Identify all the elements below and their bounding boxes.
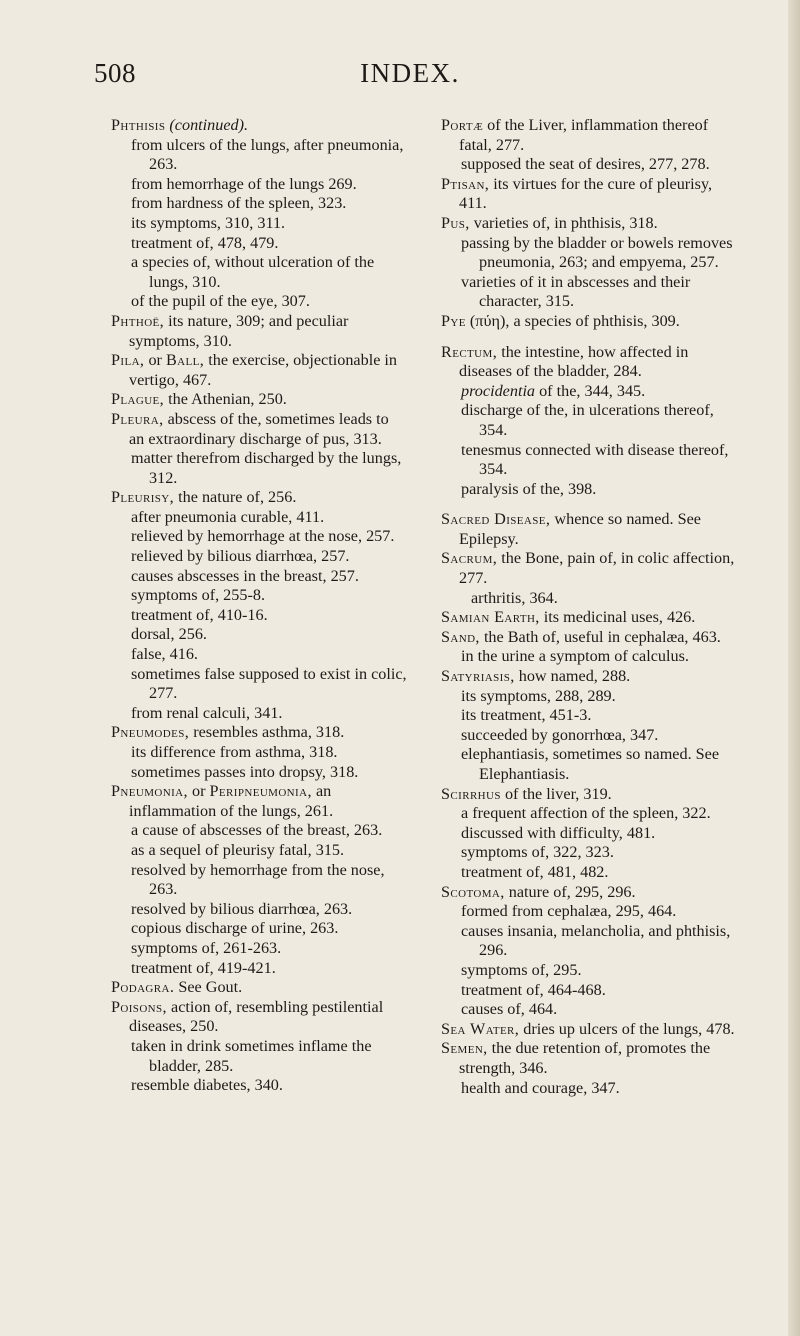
headword: Portæ [441, 116, 484, 134]
headword: Semen, [441, 1039, 488, 1058]
sub-entry: resemble diabetes, 340. [131, 1076, 283, 1095]
index-entry [111, 116, 407, 312]
entry-text: whence so named. See Epilepsy. [459, 510, 701, 548]
headword: Sacrum, [441, 549, 498, 568]
entry-text: or [148, 351, 162, 370]
entry-heading [111, 782, 407, 821]
sub-entry: succeeded by gonorrhœa, 347. [461, 725, 659, 744]
entry-heading [111, 998, 407, 1037]
entry-text: its medicinal uses, 426. [543, 608, 696, 627]
entry-text: (πύη), a species of phthisis, 309. [469, 311, 680, 330]
sub-entry: from hardness of the spleen, 323. [131, 194, 347, 213]
sub-entry: health and courage, 347. [461, 1078, 620, 1097]
sub-entry: after pneumonia curable, 411. [131, 507, 325, 526]
sub-entry: symptoms of, 261-263. [131, 938, 282, 957]
entry-text: an inflammation of the lungs, 261. [129, 782, 334, 820]
entry-heading [111, 351, 407, 390]
headword: Poisons, [111, 997, 167, 1016]
entry-heading [111, 312, 407, 351]
entry-text: the Athenian, 250. [168, 390, 287, 409]
sub-entry: treatment of, 410-16. [131, 605, 268, 624]
index-entry [441, 312, 737, 332]
sub-entry: tenesmus connected with disease thereof, 354. [461, 440, 729, 479]
headword: Sand, [441, 627, 480, 646]
index-entry [111, 390, 407, 410]
sub-entry: resolved by bilious diarrhœa, 263. [131, 899, 353, 918]
entry-heading [111, 978, 407, 998]
entry-heading [111, 723, 407, 743]
entry-text: the nature of, 256. [178, 488, 297, 507]
entry-heading [441, 883, 737, 903]
sub-entry: symptoms of, 322, 323. [461, 843, 614, 862]
headword: Pleura, [111, 409, 164, 428]
entry-heading [111, 410, 407, 449]
sub-entry: from hemorrhage of the lungs 269. [131, 174, 357, 193]
sub-entry: from renal calculi, 341. [131, 703, 283, 722]
sub-entry: treatment of, 419-421. [131, 958, 276, 977]
sub-entry: varieties of it in abscesses and their character, 315. [461, 272, 691, 311]
sub-entry: a frequent affection of the spleen, 322. [461, 804, 711, 823]
sub-entry: relieved by bilious diarrhœa, 257. [131, 547, 350, 566]
headword: Pus, [441, 213, 470, 232]
headword: Podagra. [111, 978, 175, 997]
sub-entry: causes insania, melancholia, and phthisis, 296. [461, 921, 731, 960]
index-entry [441, 785, 737, 883]
entry-heading [441, 343, 737, 382]
sub-entry: its symptoms, 310, 311. [131, 213, 286, 232]
sub-entry: in the urine a symptom of calculus. [461, 647, 689, 666]
index-entry [441, 1039, 737, 1098]
entry-text: its nature, 309; and peculiar symptoms, 310. [129, 311, 349, 350]
sub-entry: relieved by hemorrhage at the nose, 257. [131, 527, 395, 546]
sub-entry: passing by the bladder or bowels removes pneumonia, 263; and empyema, 257. [461, 233, 733, 272]
sub-entry: taken in drink sometimes inflame the bladder, 285. [131, 1036, 372, 1075]
entry-heading [111, 116, 407, 136]
index-entry [441, 510, 737, 549]
entry-heading [441, 785, 737, 805]
index-entry [441, 667, 737, 785]
page-edge [788, 0, 800, 1336]
index-entry [111, 978, 407, 998]
index-entry [111, 998, 407, 1096]
entry-text: the exercise, objectionable in vertigo, 467. [129, 351, 398, 389]
headword: Sea Water, [441, 1019, 520, 1038]
index-entry [441, 549, 737, 608]
running-title: INDEX. [360, 58, 460, 88]
page-number: 508 [94, 58, 136, 88]
sub-entry: causes abscesses in the breast, 257. [131, 566, 359, 585]
index-entry [111, 410, 407, 488]
entry-heading [111, 488, 407, 508]
entry-text: the due retention of, promotes the strength, 346. [459, 1039, 711, 1077]
sub-entry: treatment of, 481, 482. [461, 862, 609, 881]
entry-heading [111, 390, 407, 410]
entry-heading [441, 116, 737, 155]
index-entry [111, 312, 407, 351]
sub-entry: paralysis of the, 398. [461, 479, 597, 498]
sub-entry: treatment of, 478, 479. [131, 233, 279, 252]
headword: Rectum, [441, 342, 498, 361]
sub-entry: its symptoms, 288, 289. [461, 686, 616, 705]
sub-entry: as a sequel of pleurisy fatal, 315. [131, 840, 345, 859]
index-entry [111, 782, 407, 978]
sub-entry: sometimes passes into dropsy, 318. [131, 762, 359, 781]
sub-entry: false, 416. [131, 645, 198, 664]
entry-text: the Bone, pain of, in colic affection, 277. [459, 549, 735, 588]
headword: Ptisan, [441, 174, 490, 193]
headword: Pneumonia, [111, 782, 188, 801]
entry-heading [441, 214, 737, 234]
sub-sub-entry: arthritis, 364. [471, 588, 558, 607]
index-entry [441, 628, 737, 667]
headword: Sacred Disease, [441, 510, 551, 529]
entry-text: abscess of the, sometimes leads to an extraordinary discharge of pus, 313. [129, 409, 389, 448]
sub-entry: its difference from asthma, 318. [131, 743, 338, 761]
index-entry [441, 883, 737, 1020]
sub-entry: symptoms of, 255-8. [131, 586, 265, 605]
sub-entry: discussed with difficulty, 481. [461, 823, 656, 842]
index-entry [441, 214, 737, 312]
index-entry [111, 488, 407, 723]
entry-text: See Gout. [178, 978, 243, 997]
headword: Pila, [111, 351, 145, 370]
sub-entry: sometimes false supposed to exist in colic, 277. [131, 664, 407, 703]
sub-entry: treatment of, 464-468. [461, 980, 606, 999]
entry-text: varieties of, in phthisis, 318. [473, 213, 658, 232]
entry-heading [441, 510, 737, 549]
headword-alt: Peripneumonia, [209, 782, 312, 801]
entry-text: how named, 288. [518, 667, 631, 686]
index-column-right [441, 116, 737, 1098]
headword: Phthoë, [111, 311, 165, 330]
headword: Pye [441, 311, 466, 330]
entry-text: nature of, 295, 296. [508, 882, 636, 901]
entry-heading [441, 628, 737, 648]
sub-entry: supposed the seat of desires, 277, 278. [461, 155, 710, 174]
entry-heading [441, 549, 737, 588]
sub-entry: procidentia of the, 344, 345. [461, 381, 646, 400]
sub-entry: resolved by hemorrhage from the nose, 263. [131, 860, 385, 899]
index-entry [441, 608, 737, 628]
sub-entry: a cause of abscesses of the breast, 263. [131, 821, 383, 840]
sub-entry: from ulcers of the lungs, after pneumonia, 263. [131, 135, 404, 174]
headword: Phthisis [111, 116, 166, 134]
index-column-left [111, 116, 407, 1096]
sub-entry: discharge of the, in ulcerations thereof, 354. [461, 401, 714, 439]
headword-alt: Ball, [165, 351, 205, 370]
index-entry [111, 723, 407, 782]
entry-heading [441, 175, 737, 214]
entry-text: of the Liver, inflammation thereof fatal, 277. [459, 116, 709, 154]
entry-text: the intestine, how affected in diseases of the bladder, 284. [459, 342, 689, 381]
entry-heading [441, 608, 737, 628]
sub-entry: symptoms of, 295. [461, 960, 582, 979]
entry-text: resembles asthma, 318. [193, 723, 345, 742]
index-entry [441, 343, 737, 500]
index-entry [441, 175, 737, 214]
page-header [0, 58, 800, 98]
headword: Pneumodes, [111, 723, 190, 742]
index-entry [111, 351, 407, 390]
sub-entry-italic: procidentia [461, 381, 536, 400]
entry-heading [441, 1020, 737, 1040]
sub-entry: causes of, 464. [461, 1000, 558, 1019]
entry-heading [441, 1039, 737, 1078]
index-entry [441, 116, 737, 175]
entry-heading [441, 667, 737, 687]
sub-entry: elephantiasis, sometimes so named. See Elephantiasis. [461, 745, 720, 783]
entry-text: the Bath of, useful in cephalæa, 463. [483, 627, 721, 646]
sub-entry: matter therefrom discharged by the lungs, 312. [131, 449, 402, 487]
sub-entry: a species of, without ulceration of the lungs, 310. [131, 253, 375, 291]
sub-entry: of the pupil of the eye, 307. [131, 292, 310, 311]
entry-text: of the liver, 319. [504, 784, 612, 803]
entry-text: action of, resembling pestilential diseases, 250. [129, 997, 384, 1036]
sub-entry: copious discharge of urine, 263. [131, 919, 339, 938]
index-entry [441, 1020, 737, 1040]
sub-entry: its treatment, 451-3. [461, 706, 592, 725]
headword: Plague, [111, 390, 165, 409]
entry-text: dries up ulcers of the lungs, 478. [523, 1019, 735, 1038]
headword: Samian Earth, [441, 608, 540, 627]
sub-entry: dorsal, 256. [131, 625, 207, 644]
continued-note: (continued). [169, 116, 249, 134]
headword: Pleurisy, [111, 488, 175, 507]
entry-heading [441, 312, 737, 332]
sub-entry: formed from cephalæa, 295, 464. [461, 902, 677, 921]
entry-text: or [191, 782, 206, 801]
headword: Satyriasis, [441, 667, 515, 686]
headword: Scirrhus [441, 784, 501, 803]
entry-text: its virtues for the cure of pleurisy, 411. [459, 174, 713, 213]
headword: Scotoma, [441, 882, 505, 901]
